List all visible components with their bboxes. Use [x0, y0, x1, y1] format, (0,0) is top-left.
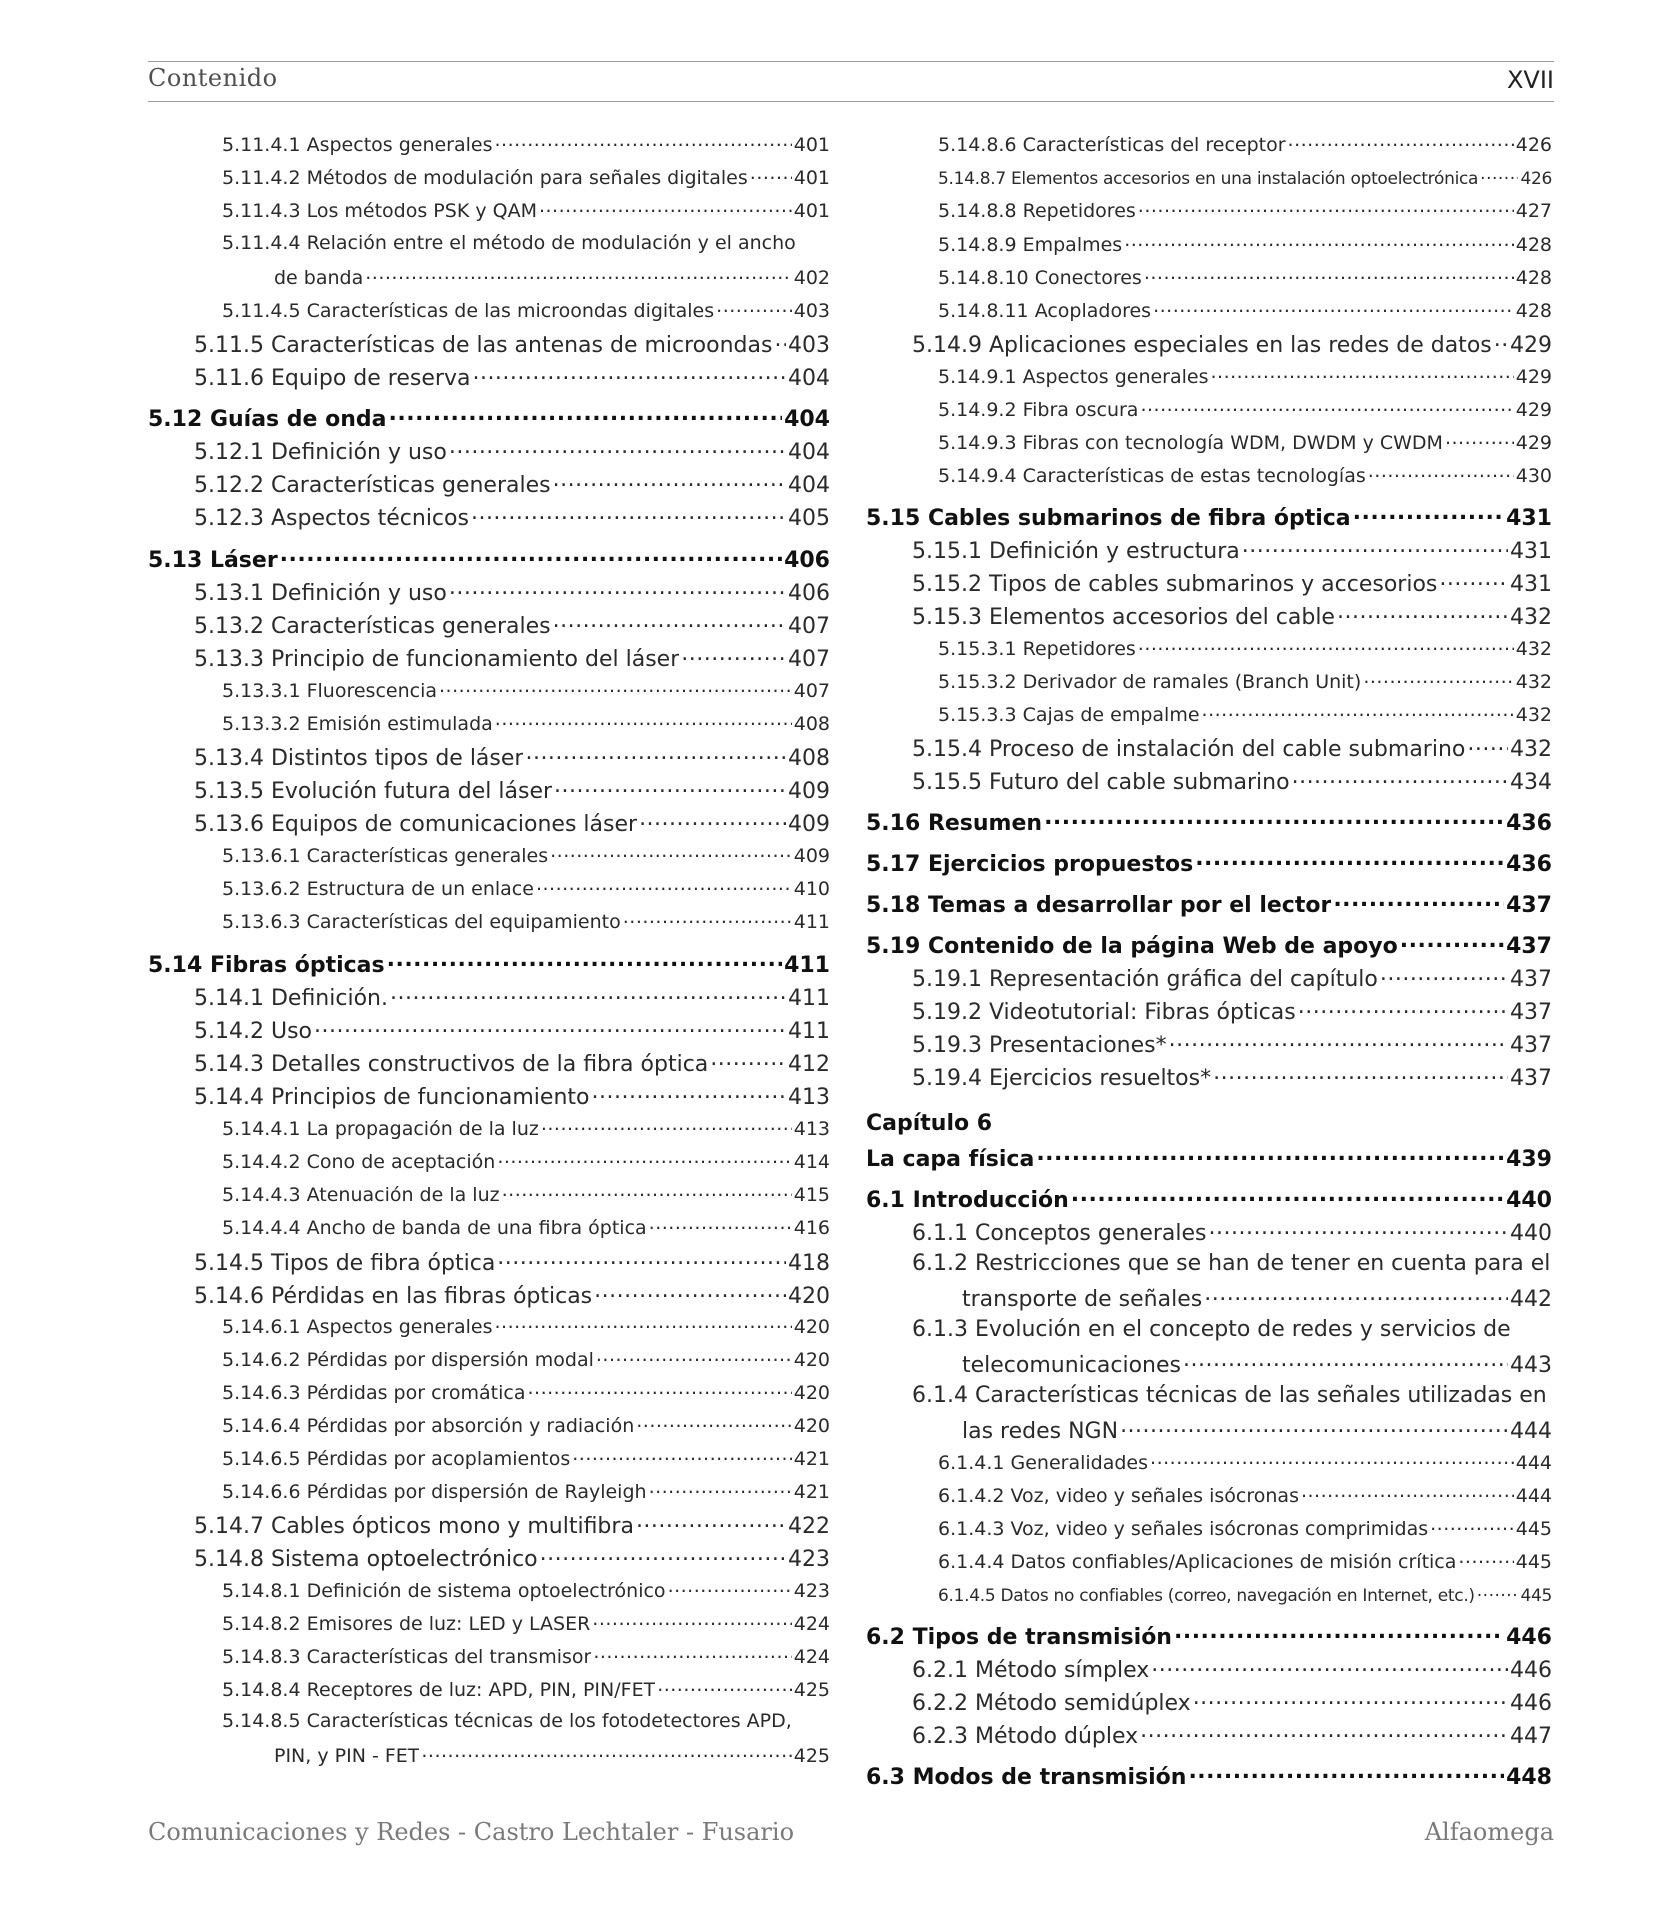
toc-page: 407 [788, 614, 830, 639]
toc-entry[interactable]: 5.14.9 Aplicaciones especiales en las redes de datos ..... 429 [866, 330, 1552, 358]
leader-dots [493, 711, 792, 730]
toc-entry[interactable]: 5.14.8.2 Emisores de luz: LED y LASER ..... 424 [148, 1611, 830, 1635]
leader-dots [1069, 1185, 1504, 1207]
toc-entry[interactable]: 5.13.3.1 Fluorescencia ..... 407 [148, 678, 830, 702]
leader-dots [551, 470, 786, 492]
toc-page: 401 [793, 167, 830, 189]
toc-page: 442 [1510, 1287, 1552, 1312]
toc-entry[interactable]: 5.14.9.2 Fibra oscura ..... 429 [866, 397, 1552, 421]
leader-dots [1437, 569, 1508, 591]
header-top-rule [148, 61, 1554, 62]
leader-dots [500, 1182, 792, 1201]
leader-dots [637, 809, 786, 831]
leader-dots [621, 909, 792, 928]
toc-entry[interactable]: 5.14.4.1 La propagación de la luz ..... 413 [148, 1116, 830, 1140]
toc-entry[interactable]: 5.14.8.9 Empalmes ..... 428 [866, 232, 1552, 256]
toc-page: 445 [1515, 1551, 1552, 1573]
leader-dots [447, 437, 786, 459]
toc-page: 422 [788, 1514, 830, 1539]
leader-dots [548, 843, 792, 862]
leader-dots [1172, 1622, 1504, 1644]
toc-page: 429 [1510, 333, 1552, 358]
toc-entry[interactable]: 5.14.4.2 Cono de aceptación ..... 414 [148, 1149, 830, 1173]
toc-page: 408 [788, 746, 830, 771]
toc-page: 429 [1515, 399, 1552, 421]
toc-entry[interactable]: 5.19.1 Representación gráfica del capítulo ..... 437 [866, 964, 1552, 992]
toc-entry[interactable]: 6.2.3 Método dúplex ..... 447 [866, 1721, 1552, 1749]
toc-page: 407 [788, 647, 830, 672]
leader-dots [1042, 808, 1504, 830]
leader-dots [538, 1544, 786, 1566]
toc-entry[interactable]: 5.13.6.3 Características del equipamiento ..... 411 [148, 909, 830, 933]
toc-page: 416 [793, 1217, 830, 1239]
toc-entry-first-line[interactable]: 5.14.8.5 Características técnicas de los fotodetectores APD, [222, 1710, 792, 1732]
leader-dots [1443, 430, 1514, 449]
toc-page: 409 [788, 812, 830, 837]
toc-entry[interactable]: 5.14.6.2 Pérdidas por dispersión modal ..... 420 [148, 1347, 830, 1371]
toc-page: 437 [1510, 1033, 1552, 1058]
toc-page: 448 [1506, 1765, 1552, 1790]
leader-dots [1299, 1483, 1514, 1502]
toc-section[interactable]: 5.13 Láser ..... 406 [148, 545, 830, 573]
toc-entry[interactable]: 5.15.3.2 Derivador de ramales (Branch Unit) ..... 432 [866, 669, 1552, 693]
toc-page: 432 [1515, 638, 1552, 660]
leader-dots [647, 1479, 792, 1498]
toc-page: 425 [793, 1745, 830, 1767]
toc-entry-first-line[interactable]: 5.11.4.4 Relación entre el método de modulación y el ancho [222, 232, 796, 254]
toc-entry[interactable]: telecomunicaciones ..... 443 [866, 1350, 1552, 1378]
toc-page: 434 [1510, 770, 1552, 795]
toc-entry[interactable]: 5.13.6.2 Estructura de un enlace ..... 410 [148, 876, 830, 900]
chapter-label[interactable]: Capítulo 6 [866, 1111, 993, 1136]
leader-dots [1209, 364, 1514, 383]
toc-entry[interactable]: 5.15.1 Definición y estructura ..... 431 [866, 536, 1552, 564]
toc-page: 420 [793, 1316, 830, 1338]
toc-page: 420 [793, 1382, 830, 1404]
toc-page: 429 [1515, 366, 1552, 388]
toc-page: 425 [793, 1679, 830, 1701]
leader-dots [1138, 1721, 1508, 1743]
toc-page: 437 [1506, 893, 1552, 918]
leader-dots [495, 1248, 786, 1270]
leader-dots [1193, 849, 1504, 871]
leader-dots [666, 1578, 792, 1597]
toc-page: 446 [1510, 1691, 1552, 1716]
leader-dots [437, 678, 792, 697]
toc-page: 432 [1510, 605, 1552, 630]
leader-dots [1331, 890, 1504, 912]
toc-page: 421 [793, 1481, 830, 1503]
toc-page: 406 [784, 548, 830, 573]
toc-entry[interactable]: de banda ..... 402 [148, 265, 830, 289]
leader-dots [772, 330, 786, 352]
toc-entry[interactable]: 5.19.3 Presentaciones* ..... 437 [866, 1030, 1552, 1058]
leader-dots [1211, 1063, 1508, 1085]
toc-page: 411 [788, 1019, 830, 1044]
leader-dots [1138, 397, 1513, 416]
leader-dots [592, 1281, 786, 1303]
toc-entry[interactable]: 5.14.8.6 Características del receptor ..... 426 [866, 132, 1552, 156]
leader-dots [1034, 1144, 1504, 1166]
leader-dots [714, 298, 792, 317]
toc-entry[interactable]: 5.15.5 Futuro del cable submarino ..... 434 [866, 767, 1552, 795]
toc-page: 429 [1515, 432, 1552, 454]
toc-page: 409 [793, 845, 830, 867]
leader-dots [1398, 931, 1504, 953]
toc-entry[interactable]: 5.11.4.5 Características de las microondas digitales ..... 403 [148, 298, 830, 322]
header-bottom-rule [148, 101, 1554, 102]
leader-dots [1122, 232, 1514, 251]
leader-dots [1167, 1030, 1508, 1052]
toc-entry[interactable]: 6.1.4.3 Voz, video y señales isócronas comprimidas ..... 445 [866, 1516, 1552, 1540]
toc-page: 431 [1510, 539, 1552, 564]
toc-entry[interactable]: 5.14.8.3 Características del transmisor ..... 424 [148, 1644, 830, 1668]
toc-entry[interactable]: 5.14.3 Detalles constructivos de la fibra óptica ..... 412 [148, 1049, 830, 1077]
toc-page: 404 [784, 407, 830, 432]
toc-page: 426 [1520, 169, 1552, 189]
leader-dots [1286, 132, 1514, 151]
toc-page: 420 [793, 1415, 830, 1437]
leader-dots [1240, 536, 1508, 558]
toc-page: 440 [1510, 1221, 1552, 1246]
page-number: XVII [1506, 66, 1554, 94]
toc-entry[interactable]: 5.11.4.3 Los métodos PSK y QAM ..... 401 [148, 198, 830, 222]
toc-section[interactable]: 6.1 Introducción ..... 440 [866, 1185, 1552, 1213]
toc-page: 428 [1515, 234, 1552, 256]
toc-entry[interactable]: PIN, y PIN - FET ..... 425 [148, 1743, 830, 1767]
leader-dots [1186, 1762, 1504, 1784]
toc-page: 431 [1510, 572, 1552, 597]
leader-dots [493, 1314, 792, 1333]
toc-entry[interactable]: 5.14.8.7 Elementos accesorios en una instalación optoelectrónica ..... 426 [866, 167, 1552, 189]
toc-page: 446 [1506, 1625, 1552, 1650]
leader-dots [589, 1082, 786, 1104]
leader-dots [523, 743, 786, 765]
leader-dots [634, 1413, 792, 1432]
toc-section[interactable]: 5.18 Temas a desarrollar por el lector ..... 437 [866, 890, 1552, 918]
leader-dots [495, 1149, 791, 1168]
leader-dots [1142, 265, 1514, 284]
toc-page: 424 [793, 1613, 830, 1635]
leader-dots [1478, 167, 1518, 184]
toc-page: 431 [1506, 506, 1552, 531]
leader-dots [388, 983, 786, 1005]
toc-section[interactable]: 5.17 Ejercicios propuestos ..... 436 [866, 849, 1552, 877]
toc-entry[interactable]: 5.15.3.1 Repetidores ..... 432 [866, 636, 1552, 660]
toc-entry[interactable]: 5.14.9.3 Fibras con tecnología WDM, DWDM y CWDM ..... 429 [866, 430, 1552, 454]
toc-entry[interactable]: 5.14.6.4 Pérdidas por absorción y radiación ..... 420 [148, 1413, 830, 1437]
toc-page: 404 [788, 440, 830, 465]
toc-page: 436 [1506, 852, 1552, 877]
toc-page: 421 [793, 1448, 830, 1470]
toc-entry[interactable]: 5.14.8.1 Definición de sistema optoelectrónico ..... 423 [148, 1578, 830, 1602]
toc-page: 432 [1515, 671, 1552, 693]
toc-entry[interactable]: 5.12.3 Aspectos técnicos ..... 405 [148, 503, 830, 531]
toc-entry[interactable]: 5.13.1 Definición y uso ..... 406 [148, 578, 830, 606]
leader-dots [679, 644, 786, 666]
toc-entry[interactable]: 5.11.4.2 Métodos de modulación para señales digitales ..... 401 [148, 165, 830, 189]
toc-section[interactable]: 6.3 Modos de transmisión ..... 448 [866, 1762, 1552, 1790]
toc-page: 423 [793, 1580, 830, 1602]
toc-entry[interactable]: 5.14.8 Sistema optoelectrónico ..... 423 [148, 1544, 830, 1572]
toc-entry[interactable]: 5.14.8.10 Conectores ..... 428 [866, 265, 1552, 289]
toc-entry[interactable]: 6.1.1 Conceptos generales ..... 440 [866, 1218, 1552, 1246]
toc-page: 401 [793, 134, 830, 156]
toc-page: 437 [1510, 1066, 1552, 1091]
toc-entry[interactable]: 5.14.6.3 Pérdidas por cromática ..... 420 [148, 1380, 830, 1404]
toc-page: 411 [793, 911, 830, 933]
toc-entry[interactable]: 5.14.6.1 Aspectos generales ..... 420 [148, 1314, 830, 1338]
toc-entry[interactable]: 5.14.6.6 Pérdidas por dispersión de Rayleigh ..... 421 [148, 1479, 830, 1503]
toc-entry[interactable]: 5.14.9.1 Aspectos generales ..... 429 [866, 364, 1552, 388]
leader-dots [1151, 298, 1514, 317]
leader-dots [551, 611, 786, 633]
toc-page: 437 [1506, 934, 1552, 959]
leader-dots [312, 1016, 786, 1038]
toc-entry-first-line[interactable]: 6.1.3 Evolución en el concepto de redes y servicios de [912, 1317, 1511, 1342]
toc-entry[interactable]: 5.12.2 Características generales ..... 404 [148, 470, 830, 498]
toc-page: 403 [793, 300, 830, 322]
leader-dots [278, 545, 782, 567]
toc-page: 437 [1510, 967, 1552, 992]
toc-section[interactable]: 5.15 Cables submarinos de fibra óptica ..... 431 [866, 503, 1552, 531]
toc-entry[interactable]: 5.14.8.4 Receptores de luz: APD, PIN, PIN/FET ..... 425 [148, 1677, 830, 1701]
toc-page: 402 [793, 267, 830, 289]
toc-entry[interactable]: 5.14.4.3 Atenuación de la luz ..... 415 [148, 1182, 830, 1206]
leader-dots [447, 578, 786, 600]
leader-dots [469, 503, 786, 525]
leader-dots [1207, 1218, 1509, 1240]
toc-entry[interactable]: 5.14.6.5 Pérdidas por acoplamientos ..... 421 [148, 1446, 830, 1470]
toc-entry[interactable]: 5.13.6.1 Características generales ..... 409 [148, 843, 830, 867]
toc-entry[interactable]: 6.2.1 Método símplex ..... 446 [866, 1655, 1552, 1683]
toc-page: 432 [1510, 737, 1552, 762]
toc-page: 420 [788, 1284, 830, 1309]
toc-entry[interactable]: 5.13.3.2 Emisión estimulada ..... 408 [148, 711, 830, 735]
leader-dots [385, 950, 782, 972]
toc-entry[interactable]: 5.13.3 Principio de funcionamiento del láser ..... 407 [148, 644, 830, 672]
toc-page: 409 [788, 779, 830, 804]
toc-entry[interactable]: 5.13.6 Equipos de comunicaciones láser ..... 409 [148, 809, 830, 837]
footer-publisher: Alfaomega [1424, 1818, 1554, 1846]
leader-dots [570, 1446, 791, 1465]
toc-entry[interactable]: 6.1.4.5 Datos no confiables (correo, navegación en Internet, etc.) ..... 445 [866, 1584, 1552, 1606]
toc-page: 404 [788, 366, 830, 391]
leader-dots [1118, 1416, 1508, 1438]
leader-dots [708, 1049, 786, 1071]
toc-page: 445 [1520, 1586, 1552, 1606]
toc-page: 445 [1515, 1518, 1552, 1540]
toc-entry[interactable]: 6.2.2 Método semidúplex ..... 446 [866, 1688, 1552, 1716]
toc-entry[interactable]: 5.15.3 Elementos accesorios del cable ..... 432 [866, 602, 1552, 630]
toc-entry[interactable]: transporte de señales ..... 442 [866, 1284, 1552, 1312]
toc-entry-first-line[interactable]: 6.1.4 Características técnicas de las señales utilizadas en [912, 1383, 1547, 1408]
toc-page: 444 [1515, 1485, 1552, 1507]
leader-dots [526, 1380, 792, 1399]
leader-dots [387, 404, 783, 426]
toc-page: 413 [788, 1085, 830, 1110]
toc-page: 437 [1510, 1000, 1552, 1025]
leader-dots [655, 1677, 792, 1696]
toc-section[interactable]: 5.19 Contenido de la página Web de apoyo ..... 437 [866, 931, 1552, 959]
leader-dots [647, 1215, 792, 1234]
toc-page: 413 [793, 1118, 830, 1140]
leader-dots [539, 1116, 792, 1135]
leader-dots [1335, 602, 1508, 624]
toc-page: 401 [793, 200, 830, 222]
toc-page: 405 [788, 506, 830, 531]
toc-entry[interactable]: 5.14.1 Definición. ..... 411 [148, 983, 830, 1011]
footer-book-title: Comunicaciones y Redes - Castro Lechtaler - Fusario [148, 1818, 795, 1846]
leader-dots [363, 265, 791, 284]
toc-page: 424 [793, 1646, 830, 1668]
leader-dots [1200, 702, 1514, 721]
toc-page: 439 [1506, 1147, 1552, 1172]
leader-dots [534, 876, 792, 895]
toc-page: 428 [1515, 267, 1552, 289]
leader-dots [419, 1743, 791, 1762]
toc-page: 411 [784, 953, 830, 978]
toc-page: 403 [788, 333, 830, 358]
toc-entry[interactable]: 5.14.8.8 Repetidores ..... 427 [866, 198, 1552, 222]
leader-dots [1428, 1516, 1514, 1535]
leader-dots [591, 1644, 791, 1663]
leader-dots [1191, 1688, 1508, 1710]
toc-page: 423 [788, 1547, 830, 1572]
toc-entry[interactable]: 5.15.2 Tipos de cables submarinos y accesorios ..... 431 [866, 569, 1552, 597]
leader-dots [1149, 1655, 1508, 1677]
leader-dots [1361, 669, 1513, 688]
leader-dots [1378, 964, 1508, 986]
running-header-section: Contenido [148, 64, 278, 92]
toc-entry[interactable]: 5.11.6 Equipo de reserva ..... 404 [148, 363, 830, 391]
leader-dots [537, 198, 792, 217]
toc-entry[interactable]: 5.19.2 Videotutorial: Fibras ópticas ..... 437 [866, 997, 1552, 1025]
toc-entry-first-line[interactable]: 6.1.2 Restricciones que se han de tener en cuenta para el [912, 1251, 1551, 1276]
leader-dots [594, 1347, 792, 1366]
toc-page: 440 [1506, 1188, 1552, 1213]
toc-entry[interactable]: 5.14.9.4 Características de estas tecnologías ..... 430 [866, 463, 1552, 487]
toc-entry[interactable]: 5.14.8.11 Acopladores ..... 428 [866, 298, 1552, 322]
toc-page: 404 [788, 473, 830, 498]
toc-page: 408 [793, 713, 830, 735]
toc-entry[interactable]: 5.11.5 Características de las antenas de microondas ..... 403 [148, 330, 830, 358]
toc-page: 411 [788, 986, 830, 1011]
toc-page: 410 [793, 878, 830, 900]
toc-entry[interactable]: 5.13.4 Distintos tipos de láser ..... 408 [148, 743, 830, 771]
toc-page: 426 [1515, 134, 1552, 156]
toc-section[interactable]: 5.12 Guías de onda ..... 404 [148, 404, 830, 432]
leader-dots [1136, 198, 1514, 217]
toc-page: 415 [793, 1184, 830, 1206]
toc-page: 443 [1510, 1353, 1552, 1378]
toc-section[interactable]: 5.14 Fibras ópticas ..... 411 [148, 950, 830, 978]
toc-entry[interactable]: 5.14.2 Uso ..... 411 [148, 1016, 830, 1044]
toc-page: 420 [793, 1349, 830, 1371]
toc-entry[interactable]: 5.12.1 Definición y uso ..... 404 [148, 437, 830, 465]
leader-dots [1136, 636, 1514, 655]
toc-entry[interactable]: 5.13.5 Evolución futura del láser ..... 409 [148, 776, 830, 804]
toc-entry[interactable]: 6.1.4.1 Generalidades ..... 444 [866, 1450, 1552, 1474]
toc-entry[interactable]: 5.15.4 Proceso de instalación del cable submarino ..... 432 [866, 734, 1552, 762]
toc-entry[interactable]: 5.15.3.3 Cajas de empalme ..... 432 [866, 702, 1552, 726]
toc-entry[interactable]: 5.14.4 Principios de funcionamiento ..... 413 [148, 1082, 830, 1110]
toc-page: 436 [1506, 811, 1552, 836]
toc-entry[interactable]: 5.13.2 Características generales ..... 407 [148, 611, 830, 639]
toc-entry[interactable]: 5.14.4.4 Ancho de banda de una fibra óptica ..... 416 [148, 1215, 830, 1239]
toc-entry[interactable]: 6.1.4.2 Voz, video y señales isócronas ..... 444 [866, 1483, 1552, 1507]
leader-dots [1475, 1584, 1519, 1601]
toc-page: 432 [1515, 704, 1552, 726]
leader-dots [590, 1611, 791, 1630]
toc-section[interactable]: 6.2 Tipos de transmisión ..... 446 [866, 1622, 1552, 1650]
leader-dots [1492, 330, 1508, 352]
toc-entry[interactable]: 5.14.7 Cables ópticos mono y multifibra ..... 422 [148, 1511, 830, 1539]
leader-dots [1181, 1350, 1508, 1372]
chapter-title[interactable]: La capa física ..... 439 [866, 1144, 1552, 1172]
toc-section[interactable]: 5.16 Resumen ..... 436 [866, 808, 1552, 836]
toc-page: 407 [793, 680, 830, 702]
toc-entry[interactable]: 5.14.5 Tipos de fibra óptica ..... 418 [148, 1248, 830, 1276]
leader-dots [1202, 1284, 1508, 1306]
leader-dots [1148, 1450, 1514, 1469]
toc-page: 430 [1515, 465, 1552, 487]
toc-page: 406 [788, 581, 830, 606]
leader-dots [748, 165, 792, 184]
toc-page: 447 [1510, 1724, 1552, 1749]
leader-dots [470, 363, 786, 385]
toc-entry[interactable]: las redes NGN ..... 444 [866, 1416, 1552, 1444]
leader-dots [1290, 767, 1508, 789]
toc-page: 412 [788, 1052, 830, 1077]
leader-dots [1456, 1549, 1513, 1568]
leader-dots [1366, 463, 1514, 482]
toc-page: 444 [1510, 1419, 1552, 1444]
leader-dots [1351, 503, 1504, 525]
toc-entry[interactable]: 5.11.4.1 Aspectos generales ..... 401 [148, 132, 830, 156]
leader-dots [1296, 997, 1508, 1019]
toc-page: 446 [1510, 1658, 1552, 1683]
toc-page: 414 [793, 1151, 830, 1173]
leader-dots [493, 132, 792, 151]
toc-page: 428 [1515, 300, 1552, 322]
leader-dots [552, 776, 786, 798]
toc-entry[interactable]: 6.1.4.4 Datos confiables/Aplicaciones de misión crítica ..... 445 [866, 1549, 1552, 1573]
leader-dots [1465, 734, 1508, 756]
toc-entry[interactable]: 5.19.4 Ejercicios resueltos* ..... 437 [866, 1063, 1552, 1091]
leader-dots [634, 1511, 786, 1533]
toc-page: 444 [1515, 1452, 1552, 1474]
toc-page: 427 [1515, 200, 1552, 222]
toc-page: 418 [788, 1251, 830, 1276]
toc-entry[interactable]: 5.14.6 Pérdidas en las fibras ópticas ..... 420 [148, 1281, 830, 1309]
